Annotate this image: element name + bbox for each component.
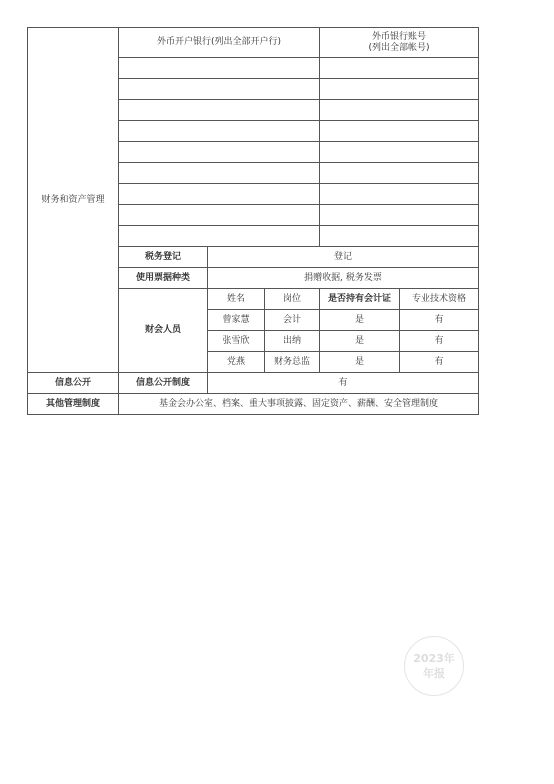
bank-cell [119,184,320,205]
tax-registration-label: 税务登记 [119,247,208,268]
other-rules-value: 基金会办公室、档案、重大事项披露、固定资产、薪酬、安全管理制度 [119,394,479,415]
bank-cell [119,58,320,79]
bank-cell [119,100,320,121]
bank-cell [119,142,320,163]
staff-qual: 有 [400,310,479,331]
bank-cell [119,163,320,184]
account-cell [320,163,479,184]
bank-cell [119,205,320,226]
receipt-type-label: 使用票据种类 [119,268,208,289]
receipt-type-value: 捐赠收据, 税务发票 [208,268,479,289]
stamp-year: 2023年 [413,652,455,665]
staff-label: 财会人员 [119,289,208,373]
account-header-line1: 外币银行账号 [372,31,427,42]
staff-post: 出纳 [265,331,320,352]
account-column-header [320,28,479,58]
staff-name: 张雪欣 [208,331,265,352]
account-cell [320,142,479,163]
annual-report-stamp [404,636,464,696]
staff-cert: 是 [320,352,400,373]
staff-header-qual: 专业技术资格 [400,289,479,310]
staff-cert: 是 [320,310,400,331]
account-cell [320,226,479,247]
account-cell [320,121,479,142]
bank-cell [119,79,320,100]
finance-section-label: 财务和资产管理 [28,28,119,373]
finance-table [27,27,479,415]
account-cell [320,100,479,121]
staff-qual: 有 [400,331,479,352]
staff-qual: 有 [400,352,479,373]
account-cell [320,184,479,205]
staff-name: 党燕 [208,352,265,373]
staff-post: 财务总监 [265,352,320,373]
staff-cert: 是 [320,331,400,352]
staff-header-post: 岗位 [265,289,320,310]
account-header-line2: (列出全部帐号) [368,42,430,53]
bank-cell [119,226,320,247]
staff-name: 曾家慧 [208,310,265,331]
bank-column-header: 外币开户银行(列出全部开户行) [119,28,320,58]
account-cell [320,205,479,226]
account-cell [320,58,479,79]
stamp-label: 年报 [423,667,445,680]
tax-registration-value: 登记 [208,247,479,268]
account-cell [320,79,479,100]
disclosure-label: 信息公开 [28,373,119,394]
staff-header-name: 姓名 [208,289,265,310]
disclosure-subsection: 信息公开制度 [119,373,208,394]
other-rules-label: 其他管理制度 [28,394,119,415]
staff-header-cert: 是否持有会计证 [320,289,400,310]
staff-post: 会计 [265,310,320,331]
disclosure-value: 有 [208,373,479,394]
bank-cell [119,121,320,142]
